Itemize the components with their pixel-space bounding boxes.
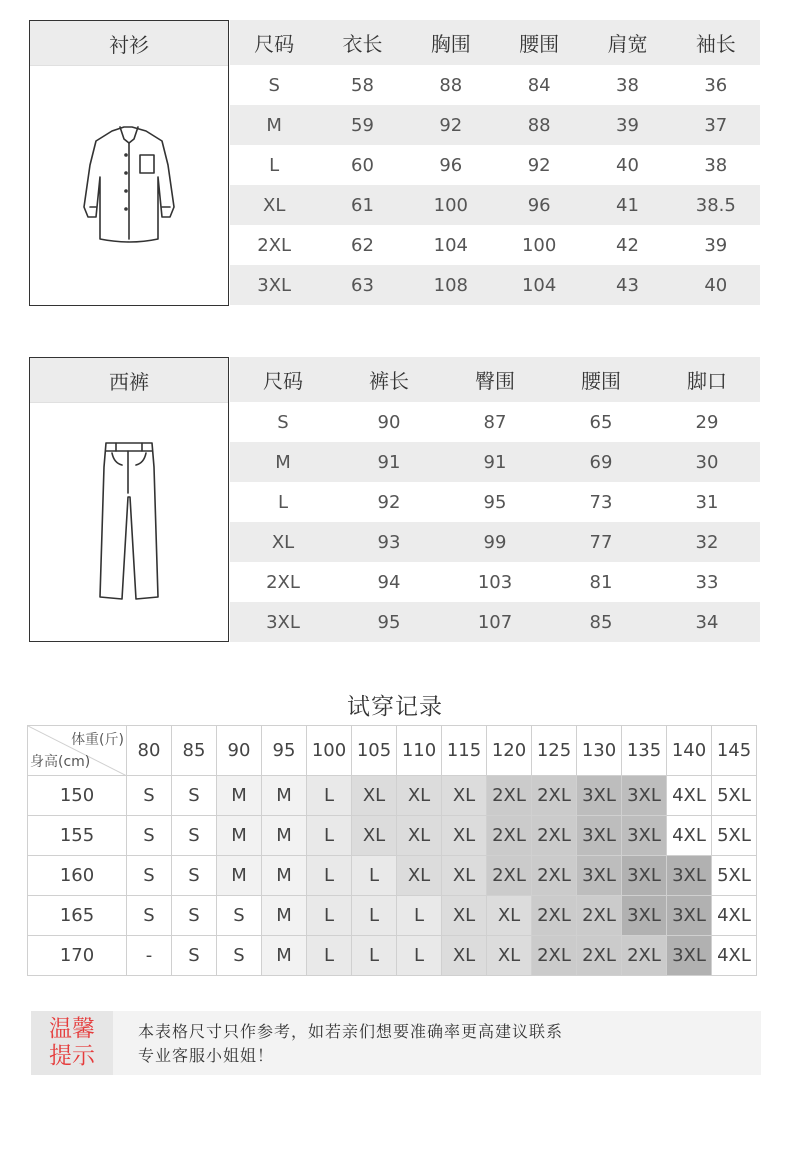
size-cell: XL	[352, 776, 397, 816]
weight-header: 95	[262, 726, 307, 776]
weight-header: 105	[352, 726, 397, 776]
table-cell: 104	[495, 265, 583, 305]
size-cell: 3XL	[622, 816, 667, 856]
column-header: 腰围	[548, 357, 654, 402]
table-row	[230, 265, 760, 305]
table-cell: 38	[616, 74, 639, 96]
table-cell: 61	[318, 185, 406, 225]
table-cell: 34	[654, 602, 760, 642]
size-cell: XL	[352, 816, 397, 856]
table-cell: M	[230, 105, 318, 145]
size-cell: L	[307, 816, 352, 856]
column-header: 裤长	[336, 357, 442, 402]
weight-header: 80	[127, 726, 172, 776]
height-cell: 170	[28, 936, 127, 976]
size-cell: S	[127, 816, 172, 856]
height-label: 身高(cm)	[30, 754, 91, 770]
weight-header: 115	[442, 726, 487, 776]
table-cell: 65	[589, 411, 613, 433]
size-cell: L	[352, 896, 397, 936]
table-cell: 77	[548, 522, 654, 562]
table-cell: 99	[442, 522, 548, 562]
table-cell: 3XL	[230, 602, 336, 642]
size-cell: S	[127, 856, 172, 896]
size-cell: 2XL	[487, 856, 532, 896]
table-row	[230, 105, 760, 145]
size-cell: L	[307, 856, 352, 896]
table-cell: 81	[589, 571, 613, 593]
weight-header: 110	[397, 726, 442, 776]
table-row	[230, 602, 760, 642]
size-cell: M	[262, 816, 307, 856]
weight-header: 140	[667, 726, 712, 776]
table-cell: 30	[654, 442, 760, 482]
table-cell: 100	[521, 234, 557, 256]
size-cell: S	[127, 776, 172, 816]
table-row	[230, 65, 760, 105]
shirt-panel	[29, 20, 229, 306]
weight-header: 90	[217, 726, 262, 776]
table-cell: S	[277, 411, 289, 433]
table-row	[28, 856, 757, 896]
height-cell: 165	[28, 896, 127, 936]
table-cell: 73	[589, 491, 613, 513]
size-cell: 3XL	[577, 816, 622, 856]
height-cell: 155	[28, 816, 127, 856]
table-row	[230, 145, 760, 185]
size-cell: 2XL	[532, 896, 577, 936]
column-header: 臀围	[442, 357, 548, 402]
column-header: 衣长	[318, 20, 406, 65]
size-cell: XL	[487, 936, 532, 976]
table-row	[230, 402, 760, 442]
table-cell: XL	[230, 522, 336, 562]
size-cell: 2XL	[532, 936, 577, 976]
size-cell: 4XL	[712, 896, 757, 936]
size-cell: 3XL	[577, 776, 622, 816]
pants-title: 西裤	[30, 358, 228, 403]
column-header: 胸围	[407, 20, 495, 65]
table-row	[230, 225, 760, 265]
table-cell: 92	[407, 105, 495, 145]
size-cell: L	[397, 936, 442, 976]
table-cell: 32	[654, 522, 760, 562]
size-cell: 3XL	[622, 856, 667, 896]
tip-badge	[31, 1011, 113, 1075]
table-cell: 2XL	[266, 571, 300, 593]
tip-box	[31, 1011, 761, 1075]
size-cell: L	[352, 856, 397, 896]
table-cell: 95	[336, 602, 442, 642]
table-cell: 69	[548, 442, 654, 482]
size-cell: 3XL	[577, 856, 622, 896]
table-cell: 95	[483, 491, 507, 513]
pants-size-table	[230, 357, 760, 642]
table-cell: 38	[704, 154, 728, 176]
weight-header: 100	[307, 726, 352, 776]
table-cell: 62	[351, 234, 374, 256]
tip-text-line-2: 专业客服小姐姐！	[138, 1046, 275, 1065]
size-cell: L	[397, 896, 442, 936]
height-cell: 160	[28, 856, 127, 896]
table-cell: 90	[377, 411, 401, 433]
size-cell: 2XL	[532, 856, 577, 896]
size-cell: M	[262, 896, 307, 936]
pants-panel	[29, 357, 229, 642]
table-cell: 37	[672, 105, 760, 145]
table-cell: L	[269, 154, 280, 176]
size-cell: M	[262, 856, 307, 896]
size-cell: 3XL	[667, 856, 712, 896]
size-cell: XL	[442, 776, 487, 816]
column-header: 尺码	[230, 20, 318, 65]
table-row	[230, 522, 760, 562]
size-cell: S	[217, 896, 262, 936]
table-row	[230, 185, 760, 225]
table-row	[230, 442, 760, 482]
size-cell: M	[217, 776, 262, 816]
size-cell: S	[172, 816, 217, 856]
table-cell: 31	[695, 491, 719, 513]
table-cell: 94	[377, 571, 401, 593]
size-cell: XL	[397, 776, 442, 816]
table-cell: 108	[407, 265, 495, 305]
trousers-icon	[30, 403, 228, 641]
table-cell: 43	[583, 265, 671, 305]
size-cell: XL	[487, 896, 532, 936]
table-cell: 38.5	[672, 185, 760, 225]
table-cell: 85	[548, 602, 654, 642]
table-cell: XL	[230, 185, 318, 225]
column-header: 腰围	[495, 20, 583, 65]
size-cell: 3XL	[622, 896, 667, 936]
size-cell: L	[307, 936, 352, 976]
column-header: 肩宽	[583, 20, 671, 65]
weight-header: 85	[172, 726, 217, 776]
size-cell: L	[352, 936, 397, 976]
table-corner-header	[28, 726, 127, 776]
size-cell: 2XL	[577, 896, 622, 936]
column-header: 脚口	[654, 357, 760, 402]
table-cell: 93	[336, 522, 442, 562]
table-cell: 96	[495, 185, 583, 225]
size-cell: L	[307, 776, 352, 816]
size-cell: 2XL	[622, 936, 667, 976]
size-cell: 2XL	[532, 816, 577, 856]
weight-header: 135	[622, 726, 667, 776]
size-cell: S	[172, 776, 217, 816]
tip-text	[138, 1020, 563, 1068]
table-cell: 39	[583, 105, 671, 145]
table-cell: 91	[442, 442, 548, 482]
size-cell: XL	[397, 816, 442, 856]
size-cell: 4XL	[667, 816, 712, 856]
table-cell: 92	[527, 154, 551, 176]
size-cell: XL	[397, 856, 442, 896]
size-cell: L	[307, 896, 352, 936]
weight-header: 145	[712, 726, 757, 776]
fit-record-title: 试穿记录	[347, 694, 443, 720]
table-cell: 60	[351, 154, 374, 176]
size-cell: XL	[442, 936, 487, 976]
tip-badge-text: 温馨提示	[49, 1016, 95, 1069]
table-cell: 29	[695, 411, 719, 433]
table-cell: S	[268, 74, 280, 96]
table-cell: 59	[318, 105, 406, 145]
size-cell: S	[217, 936, 262, 976]
table-row	[28, 896, 757, 936]
table-cell: 84	[527, 74, 551, 96]
table-cell: L	[277, 491, 289, 513]
size-cell: 2XL	[487, 776, 532, 816]
table-cell: 42	[616, 234, 639, 256]
table-row	[28, 816, 757, 856]
table-cell: 2XL	[257, 234, 292, 256]
table-cell: 88	[439, 74, 463, 96]
size-cell: 2XL	[577, 936, 622, 976]
size-cell: S	[172, 936, 217, 976]
table-cell: 58	[351, 74, 374, 96]
pants-size-section	[29, 357, 760, 642]
table-cell: 36	[704, 74, 728, 96]
column-header: 尺码	[230, 357, 336, 402]
table-cell: 39	[704, 234, 728, 256]
shirt-icon	[30, 66, 228, 305]
shirt-size-section	[29, 20, 760, 306]
size-cell: 5XL	[712, 776, 757, 816]
size-cell: 5XL	[712, 816, 757, 856]
column-header: 袖长	[672, 20, 760, 65]
table-cell: 87	[483, 411, 507, 433]
size-cell: S	[172, 896, 217, 936]
size-cell: 3XL	[667, 896, 712, 936]
table-cell: 92	[377, 491, 401, 513]
size-cell: 2XL	[532, 776, 577, 816]
size-cell: M	[262, 936, 307, 976]
table-cell: 100	[407, 185, 495, 225]
table-cell: 91	[336, 442, 442, 482]
table-row	[230, 562, 760, 602]
weight-header: 120	[487, 726, 532, 776]
table-cell: 96	[439, 154, 463, 176]
size-cell: 2XL	[487, 816, 532, 856]
size-cell: XL	[442, 896, 487, 936]
table-row	[230, 482, 760, 522]
weight-header: 130	[577, 726, 622, 776]
size-cell: 5XL	[712, 856, 757, 896]
size-cell: 3XL	[622, 776, 667, 816]
table-cell: 40	[616, 154, 639, 176]
weight-label: 体重(斤)	[71, 732, 124, 748]
table-cell: 88	[495, 105, 583, 145]
size-cell: XL	[442, 816, 487, 856]
size-cell: XL	[442, 856, 487, 896]
table-cell: 3XL	[230, 265, 318, 305]
size-cell: S	[127, 896, 172, 936]
table-cell: 107	[442, 602, 548, 642]
table-cell: 33	[695, 571, 719, 593]
size-cell: 4XL	[667, 776, 712, 816]
table-cell: 40	[672, 265, 760, 305]
table-cell: M	[230, 442, 336, 482]
shirt-title: 衬衫	[30, 21, 228, 66]
shirt-size-table	[230, 20, 760, 305]
table-cell: 103	[477, 571, 513, 593]
tip-text-line-1: 本表格尺寸只作参考，如若亲们想要准确率更高建议联系	[138, 1022, 564, 1041]
table-row	[28, 936, 757, 976]
table-cell: 41	[583, 185, 671, 225]
size-cell: M	[217, 816, 262, 856]
size-cell: 4XL	[712, 936, 757, 976]
height-cell: 150	[28, 776, 127, 816]
size-cell: -	[127, 936, 172, 976]
size-cell: S	[172, 856, 217, 896]
weight-header: 125	[532, 726, 577, 776]
table-cell: 104	[433, 234, 468, 256]
table-cell: 63	[318, 265, 406, 305]
size-cell: M	[262, 776, 307, 816]
table-row	[28, 776, 757, 816]
size-cell: M	[217, 856, 262, 896]
fit-record-table	[27, 725, 757, 976]
size-cell: 3XL	[667, 936, 712, 976]
